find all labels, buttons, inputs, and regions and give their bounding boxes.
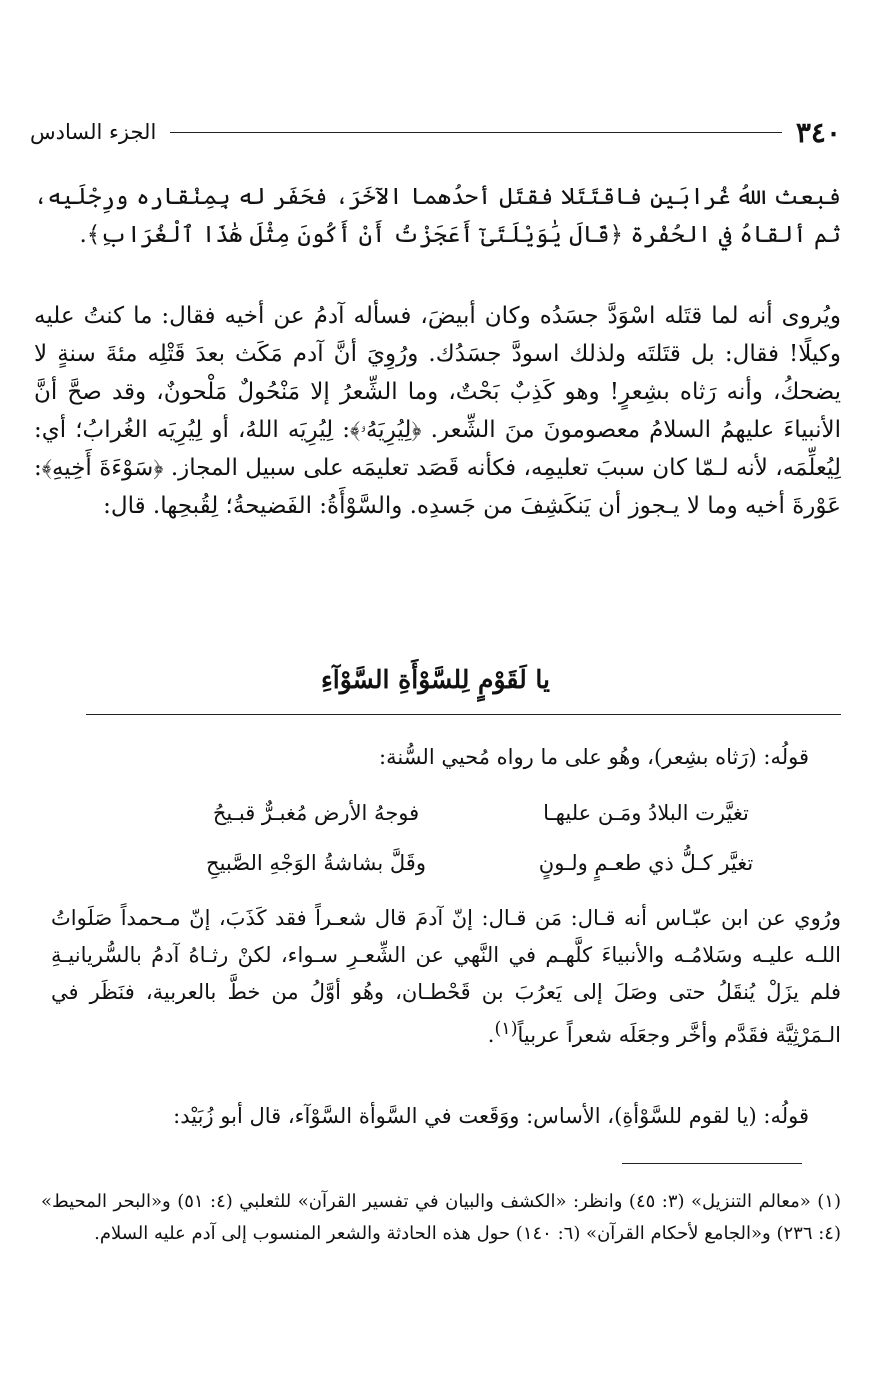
poem-verse	[171, 788, 791, 838]
commentary-closing: قولُه: (يا لقوم للسَّوْأةِ)، الأساس: ووَقَعت في السَّوأة السَّوْآء، قال أبو زُبَيْد:	[173, 1104, 809, 1128]
running-header	[30, 112, 841, 152]
footnote-marker: (١)	[817, 1191, 841, 1212]
footnote-separator	[622, 1163, 802, 1164]
footnote-reference[interactable]: (١)	[494, 1019, 518, 1039]
verse-line: يا لَقَوْمٍ لِلسَّوْأَةِ السَّوْآءِ	[321, 665, 550, 694]
poem-second-hemistich: وقَلَّ بشاشةُ الوَجْهِ الصَّبيحِ	[206, 851, 426, 875]
main-paragraph-1: فبعث اللهُ غُرابَينِ فاقتَتَلا فقتَل أحدُهما الآخَرَ، فحَفَر له بِمِنْقاره ورِجْلَيه، ثم ألقاهُ في الحُفْرة ﴿قَالَ يَٰوَيْلَتَىٰٓ أَعَجَزْتُ أَنْ أَكُونَ مِثْلَ هَٰذَا ٱلْغُرَابِ﴾.	[34, 184, 841, 248]
running-title: الجزء السادس	[30, 120, 157, 144]
page-number: ٣٤٠	[795, 115, 841, 149]
footnote-text: «معالم التنزيل» (٣: ٤٥) وانظر: «الكشف والبيان في تفسير القرآن» للثعلبي (٤: ٥١) و«البحر المحيط» (٤: ٢٣٦) و«الجامع لأحكام القرآن» (٦: ١٤٠) حول هذه الحادثة والشعر المنسوب إلى آدم عليه السلام.	[41, 1191, 841, 1244]
commentary-divider	[86, 714, 841, 715]
footnote	[41, 1186, 841, 1250]
commentary-intro: قولُه: (رَثاه بشِعر)، وهُو على ما رواه مُحيي السُّنة:	[379, 745, 809, 769]
poem-first-hemistich: تغيَّر كـلُّ ذي طعـمٍ ولـونٍ	[538, 851, 754, 875]
poem-verse	[171, 838, 791, 888]
main-paragraph-2: ويُروى أنه لما قتَله اسْوَدَّ جسَدُه وكان أبيضَ، فسأله آدمُ عن أخيه فقال: ما كنتُ عليه وكيلًا! فقال: بل قتَلتَه ولذلك اسودَّ جسَدُك. ورُوِيَ أنَّ آدم مَكَث بعدَ قَتْلِه مئةَ سنةٍ لا يضحكُ، وأنه رَثاه بشِعرٍ! وهو كَذِبٌ بَحْتٌ، وما الشِّعرُ إلا مَنْحُولٌ مَلْحونٌ، وقد صحَّ أنَّ الأنبياءَ عليهمُ السلامُ معصومونَ منَ الشِّعر. ﴿لِيُرِيَهُۥ﴾: لِيُرِيَه اللهُ، أو لِيُرِيَه الغُرابُ؛ أي: لِيُعلِّمَه، لأنه لـمّا كان سببَ تعليمِه، فكأنه قَصَد تعليمَه على سبيل المجاز. ﴿سَوْءَةَ أَخِيهِ﴾: عَوْرةَ أخيه وما لا يـجوز أن يَنكَشِفَ من جَسدِه. والسَّوْأَةُ: الفَضيحةُ؛ لِقُبحِها. قال:	[34, 303, 841, 519]
commentary-paragraph-text: ورُوي عن ابن عبّـاس أنه قـال: مَن قـال: إنّ آدمَ قال شعـراً فقد كَذَبَ، إنّ مـحمداً صَلَواتُ اللـه عليـه وسَلامُـه والأنبياءَ كلَّهـم في النَّهي عن الشِّعـرِ سـواء، لكنْ رثـاهُ آدمُ بالسُّريانيـةِ فلم يزَلْ يُنقَلُ حتى وصَلَ إلى يَعرُبَ بن قَحْطـان، وهُو أوَّلُ من خطَّ بالعربية، فنَظَر في الـمَرْثِيَّة فقَدَّم وأخَّر وجعَلَه شعراً عربياً	[51, 906, 841, 1047]
poem	[171, 788, 791, 888]
poem-first-hemistich: تغيَّرت البلادُ ومَـن عليهـا	[543, 801, 749, 825]
header-rule	[170, 132, 782, 133]
commentary-paragraph: ورُوي عن ابن عبّـاس أنه قـال: مَن قـال: إنّ آدمَ قال شعـراً فقد كَذَبَ، إنّ مـحمداً صَلَواتُ اللـه عليـه وسَلامُـه والأنبياءَ كلَّهـم في النَّهي عن الشِّعـرِ سـواء، لكنْ رثـاهُ آدمُ بالسُّريانيـةِ فلم يزَلْ يُنقَلُ حتى وصَلَ إلى يَعرُبَ بن قَحْطـان، وهُو أوَّلُ من خطَّ بالعربية، فنَظَر في الـمَرْثِيَّة فقَدَّم وأخَّر وجعَلَه شعراً عربياً$^{(١)}$.	[51, 906, 841, 1047]
poem-second-hemistich: فوجهُ الأرض مُغبـرٌّ قبـيحُ	[212, 801, 420, 825]
